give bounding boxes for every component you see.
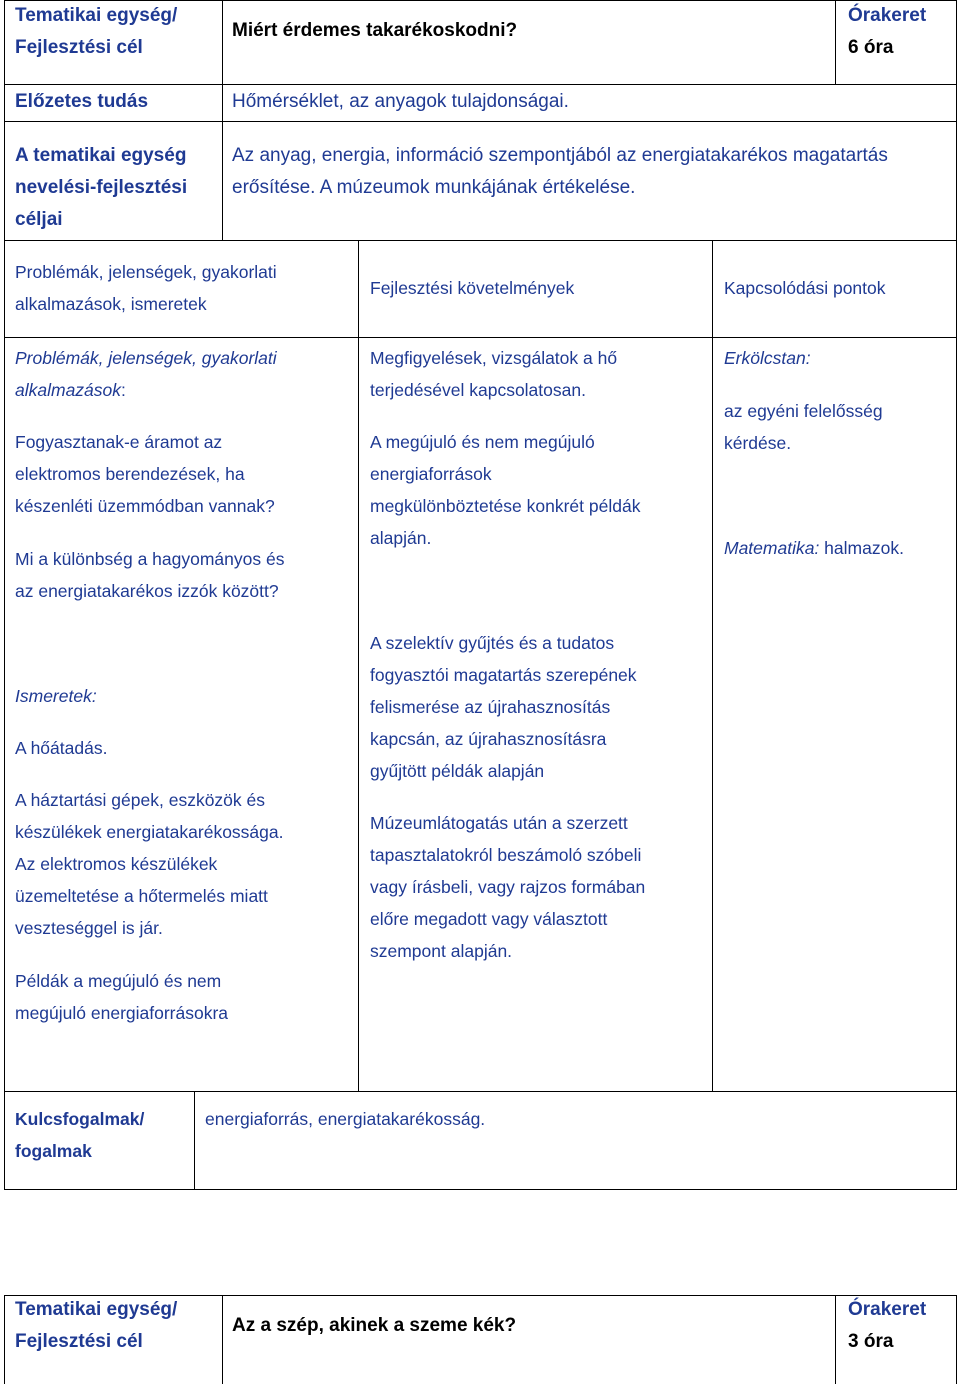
label-thematic-unit-2: Tematikai egység/ Fejlesztési cél	[15, 1299, 178, 1352]
label-hours-2: Órakeret 3 óra	[848, 1299, 927, 1352]
label-hours: Órakeret 6 óra	[848, 5, 927, 58]
connection-ethics-subject: Erkölcstan:	[724, 348, 811, 368]
col-header-connections: Kapcsolódási pontok	[724, 278, 886, 298]
problems-heading: Problémák, jelenségek, gyakorlati alkalmazások:	[15, 348, 277, 400]
problem-question-bulbs: Mi a különbség a hagyományos és az energiatakarékos izzók között?	[15, 549, 285, 601]
knowledge-heading: Ismeretek:	[15, 686, 97, 706]
knowledge-heat-transfer: A hőátadás.	[15, 738, 108, 758]
label-thematic-unit: Tematikai egység/ Fejlesztési cél	[15, 5, 178, 58]
goals-value: Az anyag, energia, információ szempontjából az energiatakarékos magatartás erősítése. A múzeumok munkájának értékelése.	[232, 145, 888, 198]
knowledge-energy-examples: Példák a megújuló és nem megújuló energiaforrásokra	[15, 971, 229, 1023]
requirement-observations: Megfigyelések, vizsgálatok a hő terjedésével kapcsolatosan.	[370, 348, 618, 400]
unit-title-2: Az a szép, akinek a szeme kék?	[232, 1315, 517, 1336]
col-header-requirements: Fejlesztési követelmények	[370, 278, 575, 298]
label-prior-knowledge: Előzetes tudás	[15, 91, 149, 112]
problem-question-standby: Fogyasztanak-e áramot az elektromos berendezések, ha készenléti üzemmódban vannak?	[15, 432, 275, 516]
keywords-value: energiaforrás, energiatakarékosság.	[205, 1109, 486, 1129]
requirement-selective-collection: A szelektív gyűjtés és a tudatos fogyasztói magatartás szerepének felismerése az újrahasznosítás kapcsán, az újrahasznosításra gyűjtött példák alapján	[370, 633, 637, 781]
label-goals: A tematikai egység nevelési-fejlesztési céljai	[15, 145, 188, 230]
prior-knowledge-value: Hőmérséklet, az anyagok tulajdonságai.	[232, 91, 569, 112]
requirement-museum-visit: Múzeumlátogatás után a szerzett tapasztalatokról beszámoló szóbeli vagy írásbeli, vagy rajzos formában előre megadott vagy választott szempont alapján.	[370, 813, 646, 961]
label-keywords: Kulcsfogalmak/ fogalmak	[15, 1109, 145, 1161]
requirement-energy-sources: A megújuló és nem megújuló energiaforrások megkülönböztetése konkrét példák alapján.	[370, 432, 641, 548]
connection-ethics-text: az egyéni felelősség kérdése.	[724, 401, 883, 453]
connection-math: Matematika: halmazok.	[724, 538, 904, 558]
col-header-problems: Problémák, jelenségek, gyakorlati alkalmazások, ismeretek	[15, 262, 277, 314]
knowledge-appliances: A háztartási gépek, eszközök és készülékek energiatakarékossága. Az elektromos készülékek üzemeltetése a hőtermelés miatt veszteséggel is jár.	[15, 790, 284, 938]
unit-title: Miért érdemes takarékoskodni?	[232, 20, 518, 41]
